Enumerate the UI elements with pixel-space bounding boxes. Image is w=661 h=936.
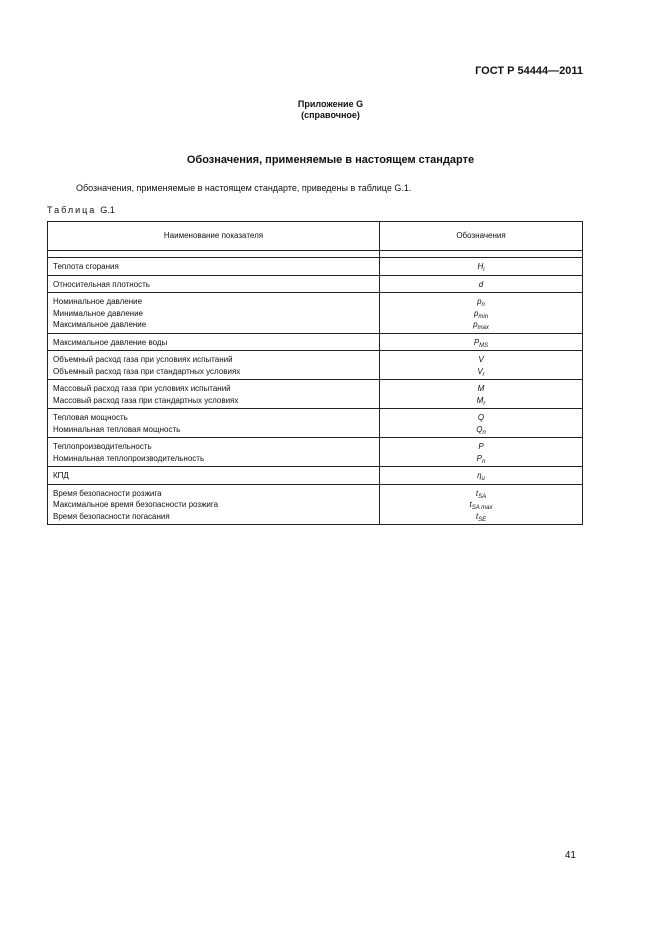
- indicator-name: Номинальная тепловая мощность: [53, 424, 181, 434]
- symbol-base: P: [473, 337, 480, 347]
- table-row: [48, 467, 583, 485]
- appendix-subtitle: (справочное): [301, 110, 360, 120]
- symbol-cell: [380, 258, 583, 276]
- symbol-base: d: [478, 279, 484, 289]
- indicator-name: Относительная плотность: [53, 279, 150, 289]
- table-row: [48, 409, 583, 438]
- table-row: [48, 484, 583, 525]
- table-row: [48, 333, 583, 351]
- table-caption-word: Таблица: [47, 205, 97, 215]
- indicator-name: Теплота сгорания: [53, 262, 119, 271]
- symbol-base: p: [473, 308, 479, 318]
- symbol-base: P: [478, 442, 484, 451]
- symbol: [380, 395, 582, 407]
- symbol-base: Q: [477, 413, 485, 422]
- indicator-name-cell: [48, 333, 380, 351]
- symbol-cell: [380, 351, 583, 380]
- indicator-name-cell: [48, 467, 380, 485]
- symbol-subscript: max: [477, 325, 489, 331]
- indicator-name: Минимальное давление: [53, 308, 143, 318]
- table-row: [48, 380, 583, 409]
- symbol-cell: [380, 293, 583, 334]
- intro-paragraph: Обозначения, применяемые в настоящем стандарте, приведены в таблице G.1.: [76, 183, 412, 193]
- symbol: [380, 261, 582, 273]
- symbol: [380, 296, 582, 308]
- symbol-cell: [380, 333, 583, 351]
- symbol: [380, 337, 582, 349]
- symbol-base: V: [477, 366, 483, 376]
- indicator-name: КПД: [53, 471, 69, 480]
- appendix-heading: [0, 99, 661, 121]
- symbol: [380, 424, 582, 436]
- symbol-subscript: n: [481, 302, 485, 308]
- indicator-name-cell: [48, 380, 380, 409]
- indicator-name-cell: [48, 409, 380, 438]
- symbol-base: M: [477, 384, 485, 393]
- symbol-subscript: u: [481, 476, 485, 482]
- symbol-base: p: [473, 320, 478, 329]
- symbol-cell: [380, 275, 583, 293]
- symbol-base: t: [475, 488, 479, 498]
- symbol-base: P: [476, 453, 482, 463]
- page-number: 41: [564, 850, 576, 861]
- table-row: [48, 438, 583, 467]
- symbol: [380, 441, 582, 453]
- symbol-base: η: [477, 471, 482, 480]
- symbol-base: t: [475, 511, 479, 521]
- indicator-name: Тепловая мощность: [53, 413, 128, 422]
- symbol-cell: [380, 467, 583, 485]
- symbol: [380, 383, 582, 395]
- symbol-subscript: SA: [478, 493, 487, 500]
- symbol-subscript: n: [482, 429, 486, 436]
- table-header-row: [48, 222, 583, 251]
- spacer-cell: [48, 251, 380, 258]
- symbol: [380, 470, 582, 482]
- table-row: [48, 258, 583, 276]
- symbol-subscript: MS: [479, 342, 489, 349]
- indicator-name-cell: [48, 275, 380, 293]
- indicator-name: Номинальное давление: [53, 297, 143, 306]
- indicator-name: Максимальное давление воды: [53, 337, 168, 347]
- symbol-subscript: r: [482, 371, 485, 378]
- indicator-name: Максимальное давление: [53, 320, 147, 329]
- indicator-name: Массовый расход газа при стандартных условиях: [53, 395, 239, 405]
- table-spacer-row: [48, 251, 583, 258]
- symbol-cell: [380, 380, 583, 409]
- symbol-cell: [380, 438, 583, 467]
- indicator-name: Максимальное время безопасности розжига: [53, 500, 219, 509]
- symbol: [380, 279, 582, 291]
- spacer-cell: [380, 251, 583, 258]
- column-header-symbol: Обозначения: [380, 222, 583, 251]
- indicator-name-cell: [48, 258, 380, 276]
- symbol-base: p: [477, 297, 482, 306]
- indicator-name: Время безопасности погасания: [53, 511, 170, 521]
- symbol-base: t: [469, 500, 472, 509]
- symbol-cell: [380, 409, 583, 438]
- symbol-base: H: [477, 262, 484, 271]
- symbol: [380, 412, 582, 424]
- column-header-name: Наименование показателя: [48, 222, 380, 251]
- symbol: [380, 366, 582, 378]
- symbol-base: V: [478, 355, 484, 364]
- table-body: [48, 251, 583, 525]
- symbol: [380, 511, 582, 523]
- indicator-name-cell: [48, 293, 380, 334]
- symbol-subscript: i: [483, 267, 485, 273]
- indicator-name: Объемный расход газа при условиях испытаний: [53, 355, 233, 364]
- standard-designation: ГОСТ Р 54444—2011: [475, 65, 583, 77]
- indicator-name-cell: [48, 484, 380, 525]
- symbol: [380, 319, 582, 331]
- appendix-title: Приложение G: [297, 99, 364, 109]
- symbol-subscript: r: [483, 400, 486, 407]
- symbol: [380, 354, 582, 366]
- table-row: [48, 293, 583, 334]
- indicator-name-cell: [48, 351, 380, 380]
- symbol: [380, 499, 582, 511]
- indicator-name: Время безопасности розжига: [53, 488, 162, 498]
- section-heading: Обозначения, применяемые в настоящем стандарте: [186, 154, 475, 166]
- symbol: [380, 488, 582, 500]
- symbol: [380, 308, 582, 320]
- symbol-subscript: SE: [478, 516, 487, 523]
- symbol-base: Q: [476, 424, 483, 434]
- indicator-name: Массовый расход газа при условиях испытаний: [53, 384, 231, 393]
- table-row: [48, 275, 583, 293]
- symbol-subscript: n: [482, 458, 486, 465]
- table-caption: [47, 205, 115, 215]
- indicator-name: Теплопроизводительность: [53, 442, 152, 451]
- symbol-subscript: SA max: [471, 505, 493, 511]
- symbol-cell: [380, 484, 583, 525]
- table-caption-number: G.1: [100, 205, 115, 215]
- indicator-name: Объемный расход газа при стандартных условиях: [53, 366, 241, 376]
- symbol-subscript: min: [478, 313, 489, 320]
- indicator-name-cell: [48, 438, 380, 467]
- indicator-name: Номинальная теплопроизводительность: [53, 453, 205, 463]
- symbol-base: M: [476, 395, 484, 405]
- symbols-table: [47, 221, 583, 525]
- symbol: [380, 453, 582, 465]
- table-row: [48, 351, 583, 380]
